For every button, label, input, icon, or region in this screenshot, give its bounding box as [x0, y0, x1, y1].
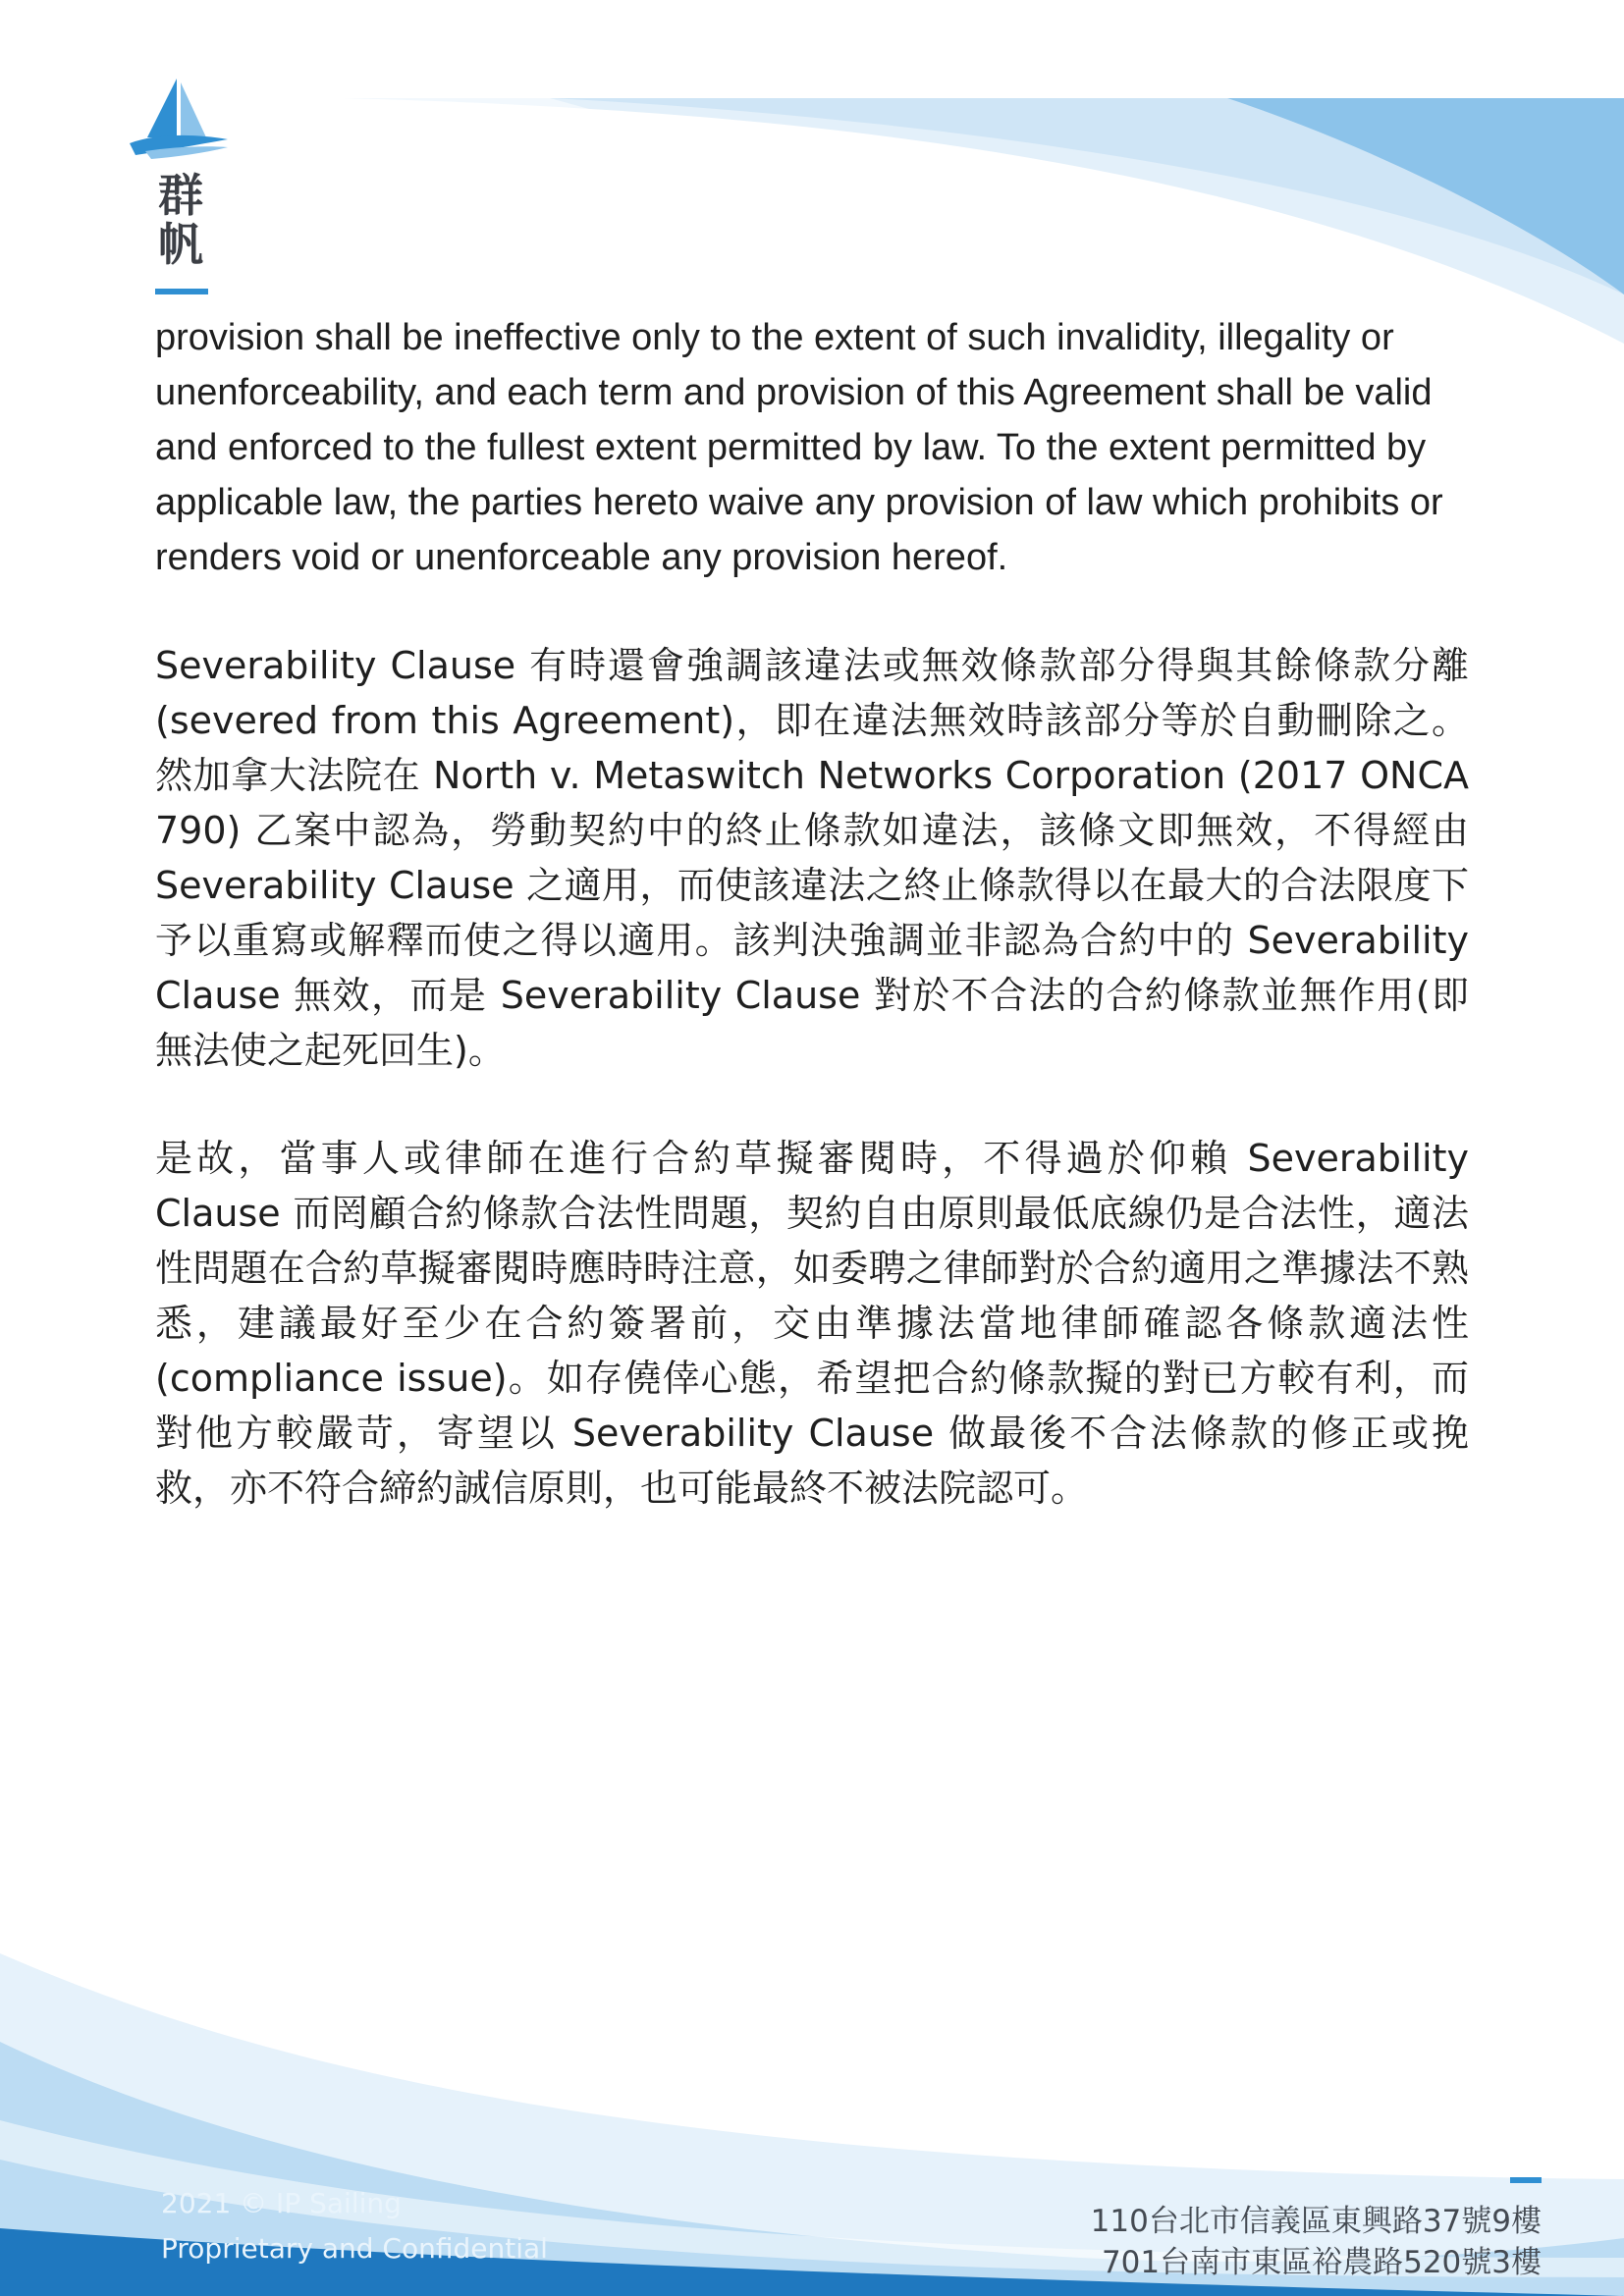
logo-name-char-2: 帆 [158, 218, 203, 271]
document-body [155, 310, 1469, 1516]
confidential-text: Proprietary and Confidential [161, 2232, 548, 2265]
footer-left [161, 2181, 548, 2271]
address-taipei: 110台北市信義區東興路37號9樓 [1090, 2204, 1542, 2239]
sailboat-icon [126, 75, 234, 163]
copyright-text: 2021 © IP Sailing [161, 2187, 402, 2219]
company-logo [126, 75, 234, 271]
address-tainan: 701台南市東區裕農路520號3樓 [1101, 2245, 1542, 2280]
paragraph-1: provision shall be ineffective only to the extent of such invalidity, illegality or unenforceability, and each term and provision of this Agreement shall be valid and enforced to the fullest extent permitted by law. To the extent permitted by applicable law, the parties hereto waive any provision of law which prohibits or renders void or unenforceable any provision hereof. [155, 317, 1443, 578]
paragraph-3: 是故，當事人或律師在進行合約草擬審閱時，不得過於仰賴 Severability Clause 而罔顧合約條款合法性問題，契約自由原則最低底線仍是合法性，適法性問題在合約草擬審閱時應時時注意，如委聘之律師對於合約適用之準據法不熟悉，建議最好至少在合約簽署前，交由準據法當地律師確認各條款適法性(compliance issue)。如存僥倖心態，希望把合約條款擬的對已方較有利，而對他方較嚴苛，寄望以 Severability Clause 做最後不合法條款的修正或挽救，亦不符合締約誠信原則，也可能最終不被法院認可。 [155, 1137, 1469, 1510]
paragraph-2: Severability Clause 有時還會強調該違法或無效條款部分得與其餘條款分離(severed from this Agreement)，即在違法無效時該部分等於自動刪除之。然加拿大法院在 North v. Metaswitch Networks Corporation (2017 ONCA 790) 乙案中認為，勞動契約中的終止條款如違法，該條文即無效，不得經由 Severability Clause 之適用，而使該違法之終止條款得以在最大的合法限度下予以重寫或解釋而使之得以適用。該判決強調並非認為合約中的 Severability Clause 無效，而是 Severability Clause 對於不合法的合約條款並無作用(即無法使之起死回生)。 [155, 644, 1469, 1072]
footer-addresses [1091, 2201, 1542, 2283]
logo-accent-bar [155, 289, 208, 294]
footer-accent-bar [1510, 2177, 1542, 2183]
logo-name-char-1: 群 [158, 169, 203, 222]
